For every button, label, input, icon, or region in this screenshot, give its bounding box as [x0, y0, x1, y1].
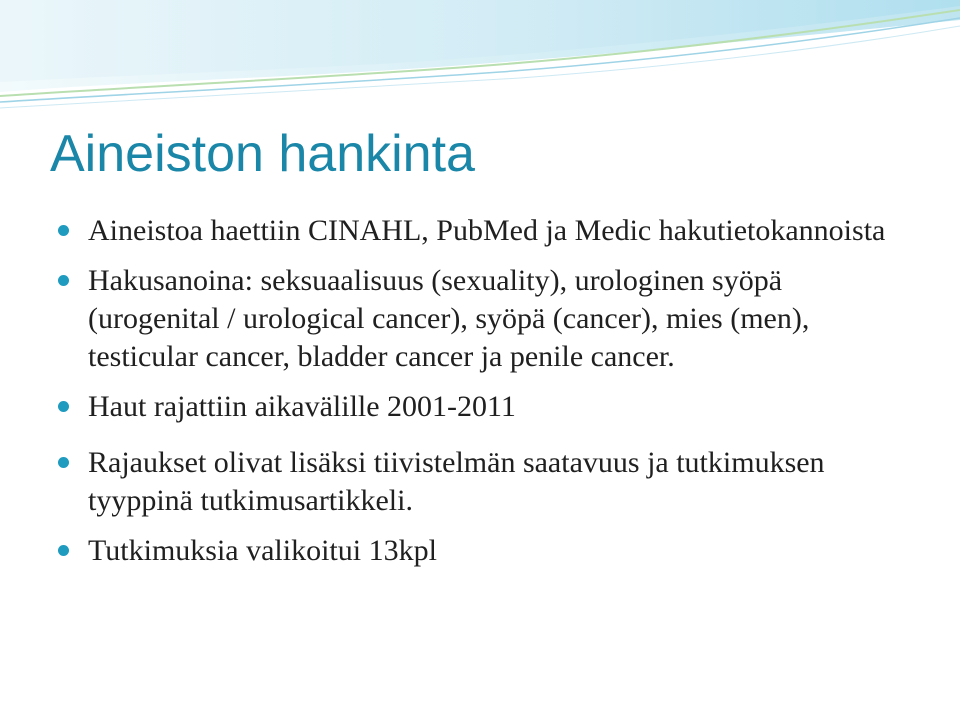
bullet-item: [58, 212, 918, 250]
bullet-text: Aineistoa haettiin CINAHL, PubMed ja Medic hakutietokannoista: [88, 214, 886, 247]
bullet-item: [58, 444, 918, 520]
bullet-list: [58, 212, 918, 582]
header-wave-decoration: [0, 0, 960, 120]
bullet-icon: [58, 275, 69, 286]
bullet-icon: [58, 225, 69, 236]
bullet-item: [58, 388, 918, 426]
slide-title: Aineiston hankinta: [50, 125, 475, 183]
bullet-text: Tutkimuksia valikoitui 13kpl: [88, 534, 437, 567]
bullet-text: Rajaukset olivat lisäksi tiivistelmän saatavuus ja tutkimuksen tyyppinä tutkimusartikkeli.: [88, 446, 825, 517]
bullet-icon: [58, 457, 69, 468]
bullet-item: [58, 262, 918, 376]
bullet-icon: [58, 401, 69, 412]
bullet-item: [58, 532, 918, 570]
bullet-text: Haut rajattiin aikavälille 2001-2011: [88, 390, 516, 423]
bullet-icon: [58, 545, 69, 556]
bullet-text: Hakusanoina: seksuaalisuus (sexuality), urologinen syöpä (urogenital / urological cancer), syöpä (cancer), mies (men), testicular cancer, bladder cancer ja penile cancer.: [88, 264, 810, 373]
